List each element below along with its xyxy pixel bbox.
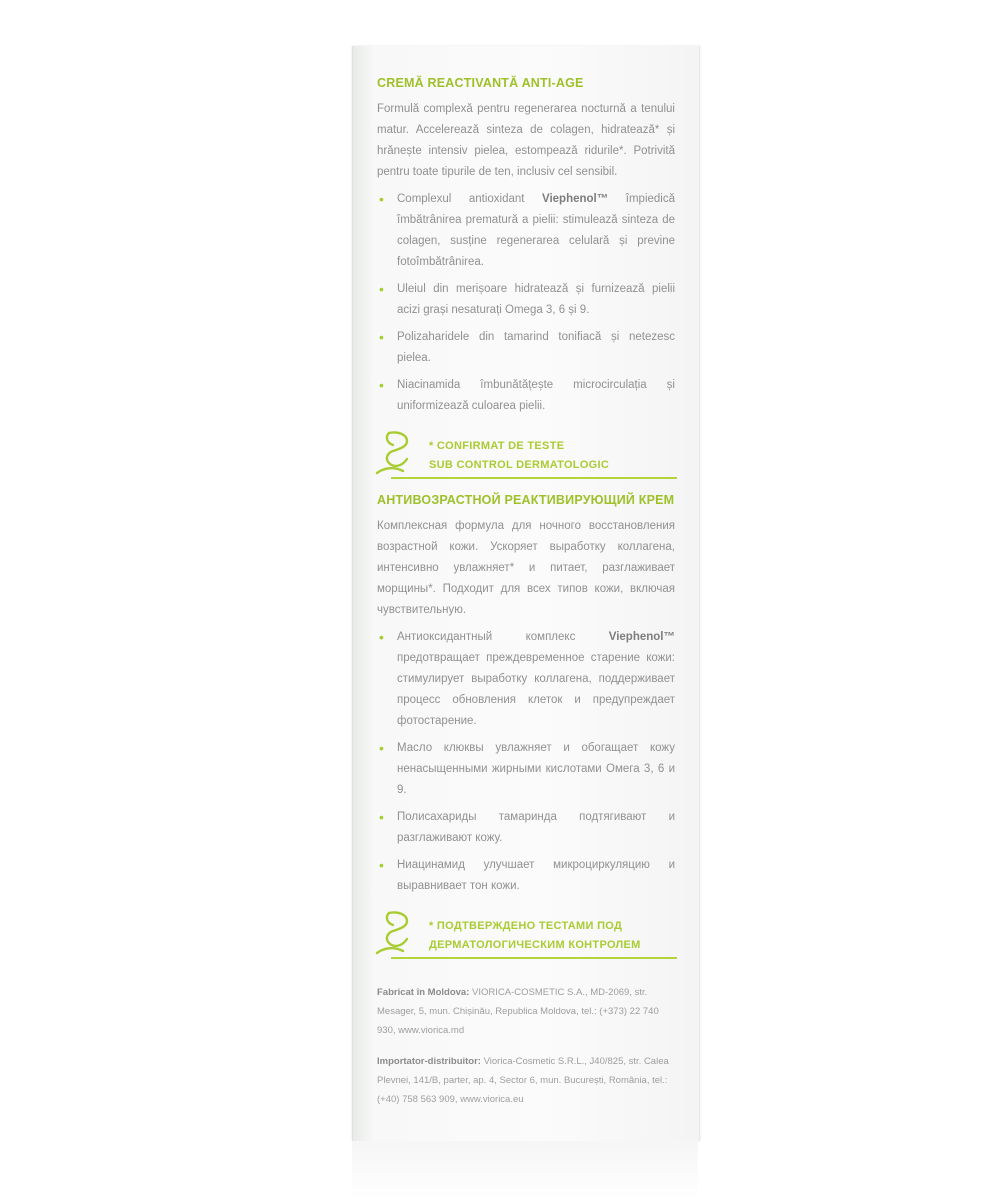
- ro-bullet-2: • Uleiul din merișoare hidratează și furnizează pielii acizi grași nesaturați Omega 3, 6 și 9.: [377, 279, 675, 321]
- ru-bullet-2: • Масло клюквы увлажняет и обогащает кожу ненасыщенными жирными кислотами Омега 3, 6 и 9.: [377, 738, 675, 801]
- ru-bullet-4: • Ниацинамид улучшает микроциркуляцию и выравнивает тон кожи.: [377, 855, 675, 897]
- ru-dermatologic-confirmation: [377, 907, 675, 963]
- box-text-content: [377, 74, 675, 1109]
- importer-info: [377, 1052, 675, 1109]
- ro-confirm-line-2: SUB CONTROL DERMATOLOGIC: [429, 459, 610, 471]
- ru-bullet-1: [377, 627, 675, 732]
- importer-label: Importator-distribuitor:: [377, 1056, 481, 1067]
- ru-bullet-3: • Полисахариды тамаринда подтягивают и разглаживают кожу.: [377, 807, 675, 849]
- ro-confirm-line-1: * CONFIRMAT DE TESTE: [429, 440, 565, 452]
- box-reflection: [352, 1142, 698, 1200]
- importer-text: Viorica-Cosmetic S.R.L., J40/825, str. Calea Plevnei, 141/B, parter, ap. 4, Sector 6, mun. București, România, tel.: (+40) 758 563 909, www.viorica.eu: [377, 1056, 669, 1105]
- manufacturer-text: VIORICA-COSMETIC S.A., MD-2069, str. Mesager, 5, mun. Chișinău, Republica Moldova, tel.: (+373) 22 740 930, www.viorica.md: [377, 987, 659, 1036]
- ru-confirmation-text: [429, 917, 641, 955]
- ro-title: CREMĂ REACTIVANTĂ ANTI-AGE: [377, 76, 584, 90]
- ro-bullet-1-pre: Complexul antioxidant: [397, 193, 542, 205]
- ro-dermatologic-confirmation: [377, 427, 675, 483]
- ro-bullet-1-post: împiedică îmbătrânirea prematură a pielii: stimulează sinteza de colagen, susține regenerarea celulară și previne fotoîmbătrânirea.: [397, 193, 675, 268]
- ru-bullet-list: [377, 627, 675, 897]
- leaf-drop-icon: [373, 427, 425, 483]
- ro-bullet-list: [377, 189, 675, 417]
- ro-bullet-3: • Polizaharidele din tamarind tonifiacă și netezesc pielea.: [377, 327, 675, 369]
- ro-bullet-4: • Niacinamida îmbunătățește microcirculația și uniformizează culoarea pielii.: [377, 375, 675, 417]
- ru-brand-viephenol: Viephenol™: [608, 631, 675, 643]
- ro-brand-viephenol: Viephenol™: [542, 193, 609, 205]
- ro-bullet-1: [377, 189, 675, 273]
- ru-intro: Комплексная формула для ночного восстановления возрастной кожи. Ускоряет выработку коллагена, интенсивно увлажняет* и питает, разглаживает морщины*. Подходит для всех типов кожи, включая чувствительную.: [377, 520, 675, 616]
- manufacturer-label: Fabricat în Moldova:: [377, 987, 470, 998]
- ru-confirm-line-2: ДЕРМАТОЛОГИЧЕСКИМ КОНТРОЛЕМ: [429, 939, 641, 951]
- ro-confirmation-text: [429, 437, 609, 475]
- ro-confirm-underline: [391, 477, 677, 479]
- ru-bullet-1-post: предотвращает преждевременное старение кожи: стимулирует выработку коллагена, поддерживает процесс обновления клеток и предупреждает фотостарение.: [397, 652, 675, 727]
- ro-intro: Formulă complexă pentru regenerarea nocturnă a tenului matur. Accelerează sinteza de colagen, hidratează* și hrănește intensiv pielea, estompează ridurile*. Potrivită pentru toate tipurile de ten, inclusiv cel sensibil.: [377, 103, 675, 178]
- ru-confirm-line-1: * ПОДТВЕРЖДЕНО ТЕСТАМИ ПОД: [429, 920, 623, 932]
- ru-bullet-1-pre: Антиоксидантный комплекс: [397, 631, 609, 643]
- leaf-drop-icon: [373, 907, 425, 963]
- ru-confirm-underline: [391, 957, 677, 959]
- product-box-side-panel: [352, 46, 700, 1141]
- manufacturer-info: [377, 983, 675, 1040]
- ru-title: АНТИВОЗРАСТНОЙ РЕАКТИВИРУЮЩИЙ КРЕМ: [377, 493, 675, 507]
